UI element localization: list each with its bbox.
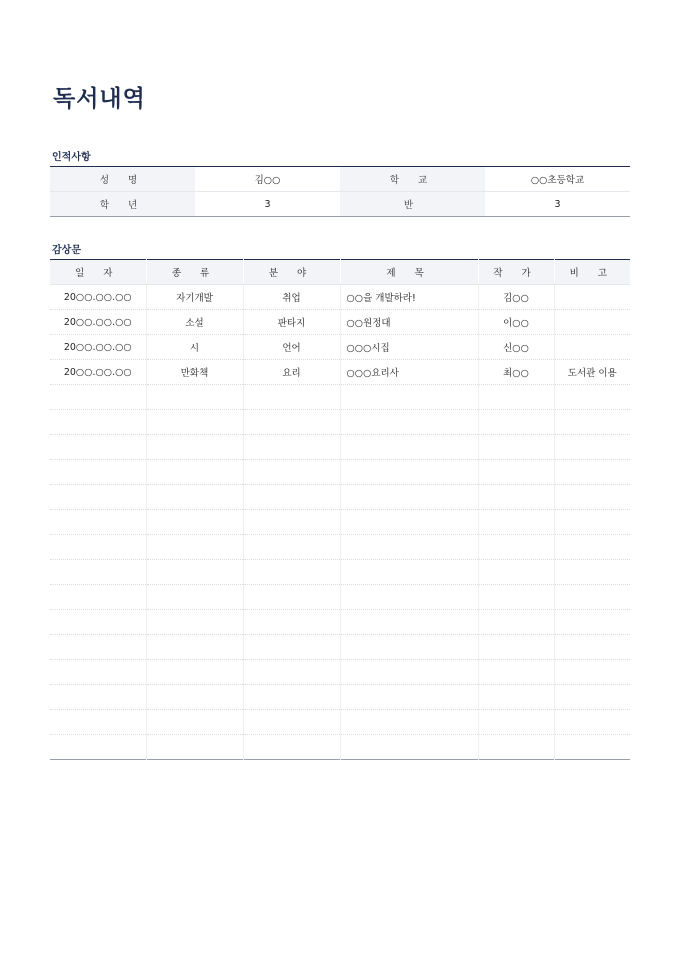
cell-genre	[243, 385, 340, 410]
table-row	[50, 310, 630, 335]
table-row	[50, 285, 630, 310]
cell-genre	[243, 435, 340, 460]
cell-type	[146, 510, 243, 535]
cell-note	[554, 385, 630, 410]
cell-title	[340, 560, 478, 585]
table-row	[50, 585, 630, 610]
cell-author: 이○○	[478, 310, 554, 335]
cell-date	[50, 710, 146, 735]
cell-note	[554, 310, 630, 335]
cell-date	[50, 635, 146, 660]
cell-note	[554, 285, 630, 310]
profile-section-title: 인적사항	[52, 152, 91, 163]
cell-type	[146, 410, 243, 435]
cell-date: 20○○.○○.○○	[50, 360, 146, 385]
cell-date	[50, 435, 146, 460]
cell-date	[50, 660, 146, 685]
cell-genre	[243, 710, 340, 735]
cell-date	[50, 560, 146, 585]
cell-type	[146, 710, 243, 735]
school-value: ○○초등학교	[485, 167, 630, 192]
name-label: 성 명	[50, 167, 195, 192]
cell-author: 최○○	[478, 360, 554, 385]
cell-title	[340, 410, 478, 435]
cell-genre	[243, 410, 340, 435]
cell-note	[554, 685, 630, 710]
cell-author	[478, 385, 554, 410]
table-row	[50, 560, 630, 585]
cell-author: 신○○	[478, 335, 554, 360]
column-header-type: 종 류	[146, 260, 243, 285]
cell-date	[50, 610, 146, 635]
cell-type: 만화책	[146, 360, 243, 385]
cell-author	[478, 685, 554, 710]
cell-note: 도서관 이용	[554, 360, 630, 385]
cell-genre	[243, 485, 340, 510]
cell-note	[554, 710, 630, 735]
grade-label: 학 년	[50, 192, 195, 217]
school-label: 학 교	[340, 167, 485, 192]
cell-note	[554, 485, 630, 510]
cell-author	[478, 410, 554, 435]
cell-author	[478, 460, 554, 485]
cell-title	[340, 585, 478, 610]
profile-row	[50, 192, 630, 217]
cell-note	[554, 635, 630, 660]
cell-title	[340, 610, 478, 635]
cell-type	[146, 460, 243, 485]
cell-note	[554, 585, 630, 610]
cell-type	[146, 485, 243, 510]
cell-date	[50, 585, 146, 610]
cell-title	[340, 635, 478, 660]
table-row	[50, 360, 630, 385]
cell-type	[146, 635, 243, 660]
cell-type: 소설	[146, 310, 243, 335]
cell-genre: 취업	[243, 285, 340, 310]
table-row	[50, 510, 630, 535]
cell-date	[50, 510, 146, 535]
cell-genre: 요리	[243, 360, 340, 385]
cell-genre	[243, 610, 340, 635]
cell-note	[554, 410, 630, 435]
reviews-table	[50, 259, 630, 760]
cell-genre	[243, 660, 340, 685]
cell-date	[50, 535, 146, 560]
cell-title	[340, 735, 478, 760]
cell-type: 자기개발	[146, 285, 243, 310]
table-row	[50, 435, 630, 460]
table-row	[50, 335, 630, 360]
cell-author: 김○○	[478, 285, 554, 310]
cell-author	[478, 510, 554, 535]
cell-author	[478, 585, 554, 610]
class-value: 3	[485, 192, 630, 217]
table-row	[50, 535, 630, 560]
cell-title	[340, 660, 478, 685]
cell-genre	[243, 735, 340, 760]
cell-type	[146, 535, 243, 560]
cell-title: ○○을 개발하라!	[340, 285, 478, 310]
cell-author	[478, 485, 554, 510]
cell-note	[554, 610, 630, 635]
cell-title	[340, 385, 478, 410]
table-row	[50, 710, 630, 735]
table-row	[50, 485, 630, 510]
cell-type	[146, 685, 243, 710]
cell-date	[50, 735, 146, 760]
cell-author	[478, 735, 554, 760]
cell-author	[478, 610, 554, 635]
cell-date: 20○○.○○.○○	[50, 285, 146, 310]
cell-genre: 판타지	[243, 310, 340, 335]
cell-author	[478, 535, 554, 560]
cell-date: 20○○.○○.○○	[50, 335, 146, 360]
table-row	[50, 385, 630, 410]
cell-type	[146, 585, 243, 610]
table-row	[50, 635, 630, 660]
cell-author	[478, 635, 554, 660]
cell-title	[340, 435, 478, 460]
cell-genre	[243, 635, 340, 660]
cell-note	[554, 510, 630, 535]
cell-title	[340, 685, 478, 710]
cell-title: ○○○요리사	[340, 360, 478, 385]
cell-genre: 언어	[243, 335, 340, 360]
table-row	[50, 735, 630, 760]
cell-note	[554, 535, 630, 560]
cell-note	[554, 335, 630, 360]
reviews-section-title: 감상문	[52, 245, 81, 256]
cell-type	[146, 560, 243, 585]
cell-type: 시	[146, 335, 243, 360]
page-title: 독서내역	[53, 86, 146, 112]
cell-genre	[243, 685, 340, 710]
cell-date	[50, 485, 146, 510]
name-value: 김○○	[195, 167, 340, 192]
table-row	[50, 460, 630, 485]
cell-date	[50, 685, 146, 710]
cell-type	[146, 660, 243, 685]
cell-title	[340, 510, 478, 535]
cell-note	[554, 460, 630, 485]
cell-date: 20○○.○○.○○	[50, 310, 146, 335]
column-header-author: 작 가	[478, 260, 554, 285]
column-header-title: 제 목	[340, 260, 478, 285]
cell-genre	[243, 460, 340, 485]
cell-date	[50, 460, 146, 485]
grade-value: 3	[195, 192, 340, 217]
cell-note	[554, 660, 630, 685]
table-row	[50, 610, 630, 635]
cell-genre	[243, 510, 340, 535]
cell-author	[478, 560, 554, 585]
cell-title	[340, 460, 478, 485]
cell-date	[50, 410, 146, 435]
cell-title	[340, 485, 478, 510]
cell-note	[554, 560, 630, 585]
cell-type	[146, 435, 243, 460]
cell-title: ○○원정대	[340, 310, 478, 335]
cell-type	[146, 385, 243, 410]
cell-author	[478, 435, 554, 460]
cell-title	[340, 535, 478, 560]
cell-note	[554, 435, 630, 460]
profile-table	[50, 166, 630, 217]
cell-date	[50, 385, 146, 410]
column-header-note: 비 고	[554, 260, 630, 285]
cell-author	[478, 710, 554, 735]
cell-title: ○○○시집	[340, 335, 478, 360]
column-header-genre: 분 야	[243, 260, 340, 285]
cell-genre	[243, 560, 340, 585]
class-label: 반	[340, 192, 485, 217]
column-header-date: 일 자	[50, 260, 146, 285]
cell-type	[146, 735, 243, 760]
cell-genre	[243, 585, 340, 610]
cell-title	[340, 710, 478, 735]
table-row	[50, 685, 630, 710]
profile-row	[50, 167, 630, 192]
cell-type	[146, 610, 243, 635]
reviews-header-row	[50, 260, 630, 285]
cell-genre	[243, 535, 340, 560]
cell-note	[554, 735, 630, 760]
table-row	[50, 660, 630, 685]
cell-author	[478, 660, 554, 685]
table-row	[50, 410, 630, 435]
